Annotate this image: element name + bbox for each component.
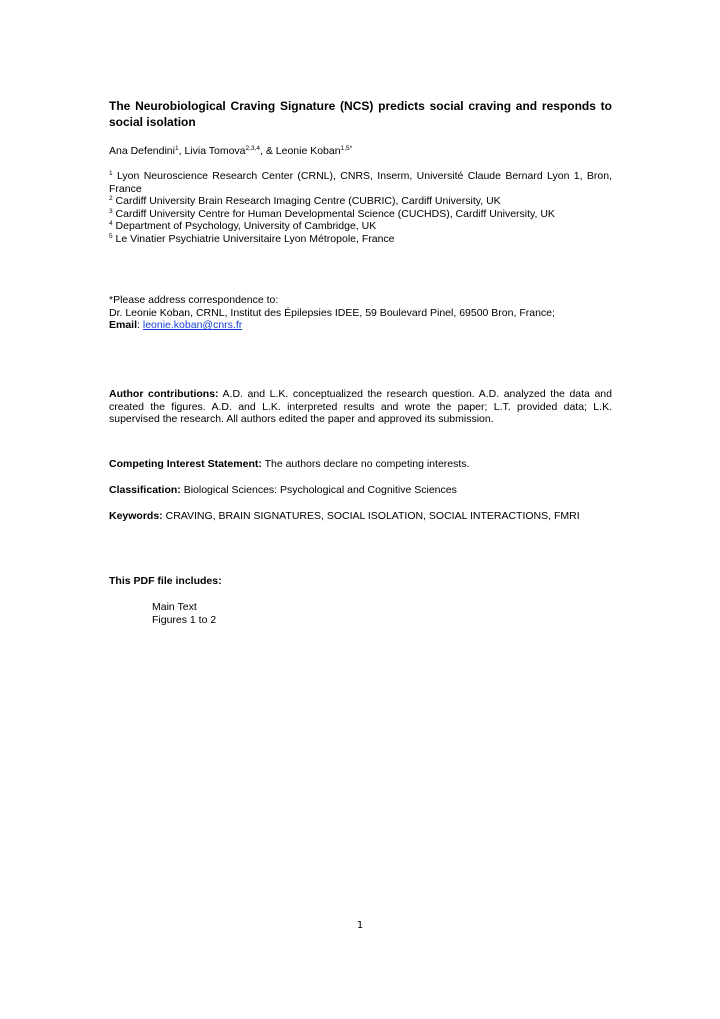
keywords-label: Keywords: xyxy=(109,510,163,522)
includes-list xyxy=(152,601,216,626)
email-link[interactable]: leonie.koban@cnrs.fr xyxy=(142,319,243,332)
competing-interest-statement xyxy=(109,458,612,471)
affiliation-sup: 3 xyxy=(109,207,113,215)
affiliation-item xyxy=(109,195,612,208)
affiliation-item xyxy=(109,170,612,195)
author-affil-sup: 2,3,4 xyxy=(245,145,260,152)
correspondence-address: Dr. Leonie Koban, CRNL, Institut des Épilepsies IDEE, 59 Boulevard Pinel, 69500 Bron, France; xyxy=(109,306,555,319)
affiliation-sup: 2 xyxy=(109,195,113,203)
author-list xyxy=(109,144,612,158)
keywords xyxy=(109,510,612,523)
page-number: 1 xyxy=(356,920,364,931)
correspondence-intro: *Please address correspondence to: xyxy=(109,294,279,306)
classification xyxy=(109,484,612,497)
affiliation-text: Le Vinatier Psychiatrie Universitaire Lyon Métropole, France xyxy=(115,232,395,245)
paper-title: The Neurobiological Craving Signature (NCS) predicts social craving and responds to social isolation xyxy=(109,99,612,129)
affiliation-sup: 5 xyxy=(109,232,113,240)
author-name: Ana Defendini xyxy=(109,145,175,157)
includes-item: Main Text xyxy=(152,601,197,613)
keywords-text: CRAVING, BRAIN SIGNATURES, SOCIAL ISOLATION, SOCIAL INTERACTIONS, FMRI xyxy=(162,510,580,522)
classification-label: Classification: xyxy=(109,484,181,496)
author-affil-sup: 1,5* xyxy=(340,145,353,152)
affiliation-text: Department of Psychology, University of Cambridge, UK xyxy=(115,220,377,233)
affiliation-text: Lyon Neuroscience Research Center (CRNL), CNRS, Inserm, Université Claude Bernard Lyon 1, Bron, France xyxy=(109,170,612,195)
includes-heading: This PDF file includes: xyxy=(109,575,222,587)
affiliation-sup: 4 xyxy=(109,220,113,228)
affiliation-text: Cardiff University Brain Research Imaging Centre (CUBRIC), Cardiff University, UK xyxy=(115,195,501,208)
affiliation-item xyxy=(109,220,612,233)
affiliation-item xyxy=(109,233,612,246)
competing-text: The authors declare no competing interests. xyxy=(261,458,470,470)
affiliations xyxy=(109,170,612,246)
author-contributions xyxy=(109,388,612,426)
affiliation-sup: 1 xyxy=(109,170,113,177)
correspondence-block xyxy=(109,294,612,332)
author-name: Livia Tomova xyxy=(184,145,246,157)
classification-text: Biological Sciences: Psychological and Cognitive Sciences xyxy=(180,484,457,496)
affiliation-text: Cardiff University Centre for Human Developmental Science (CUCHDS), Cardiff University, UK xyxy=(115,207,555,220)
author-name: Leonie Koban xyxy=(275,145,341,157)
includes-item: Figures 1 to 2 xyxy=(152,613,217,626)
contributions-label: Author contributions: xyxy=(109,388,219,400)
competing-label: Competing Interest Statement: xyxy=(109,458,262,470)
author-affil-sup: 1 xyxy=(174,145,179,152)
contributions-text: A.D. and L.K. conceptualized the research question. A.D. analyzed the data and created the figures. A.D. and L.K. interpreted results and wrote the paper; L.T. provided data; L.K. supervised the research. All authors edited the paper and approved its submission. xyxy=(109,388,612,426)
author-separator: , xyxy=(178,145,185,157)
affiliation-item xyxy=(109,208,612,221)
email-separator: : xyxy=(137,319,143,332)
email-label: Email xyxy=(109,319,138,332)
correspondence-email-line xyxy=(109,319,612,332)
author-separator: , & xyxy=(260,145,276,157)
